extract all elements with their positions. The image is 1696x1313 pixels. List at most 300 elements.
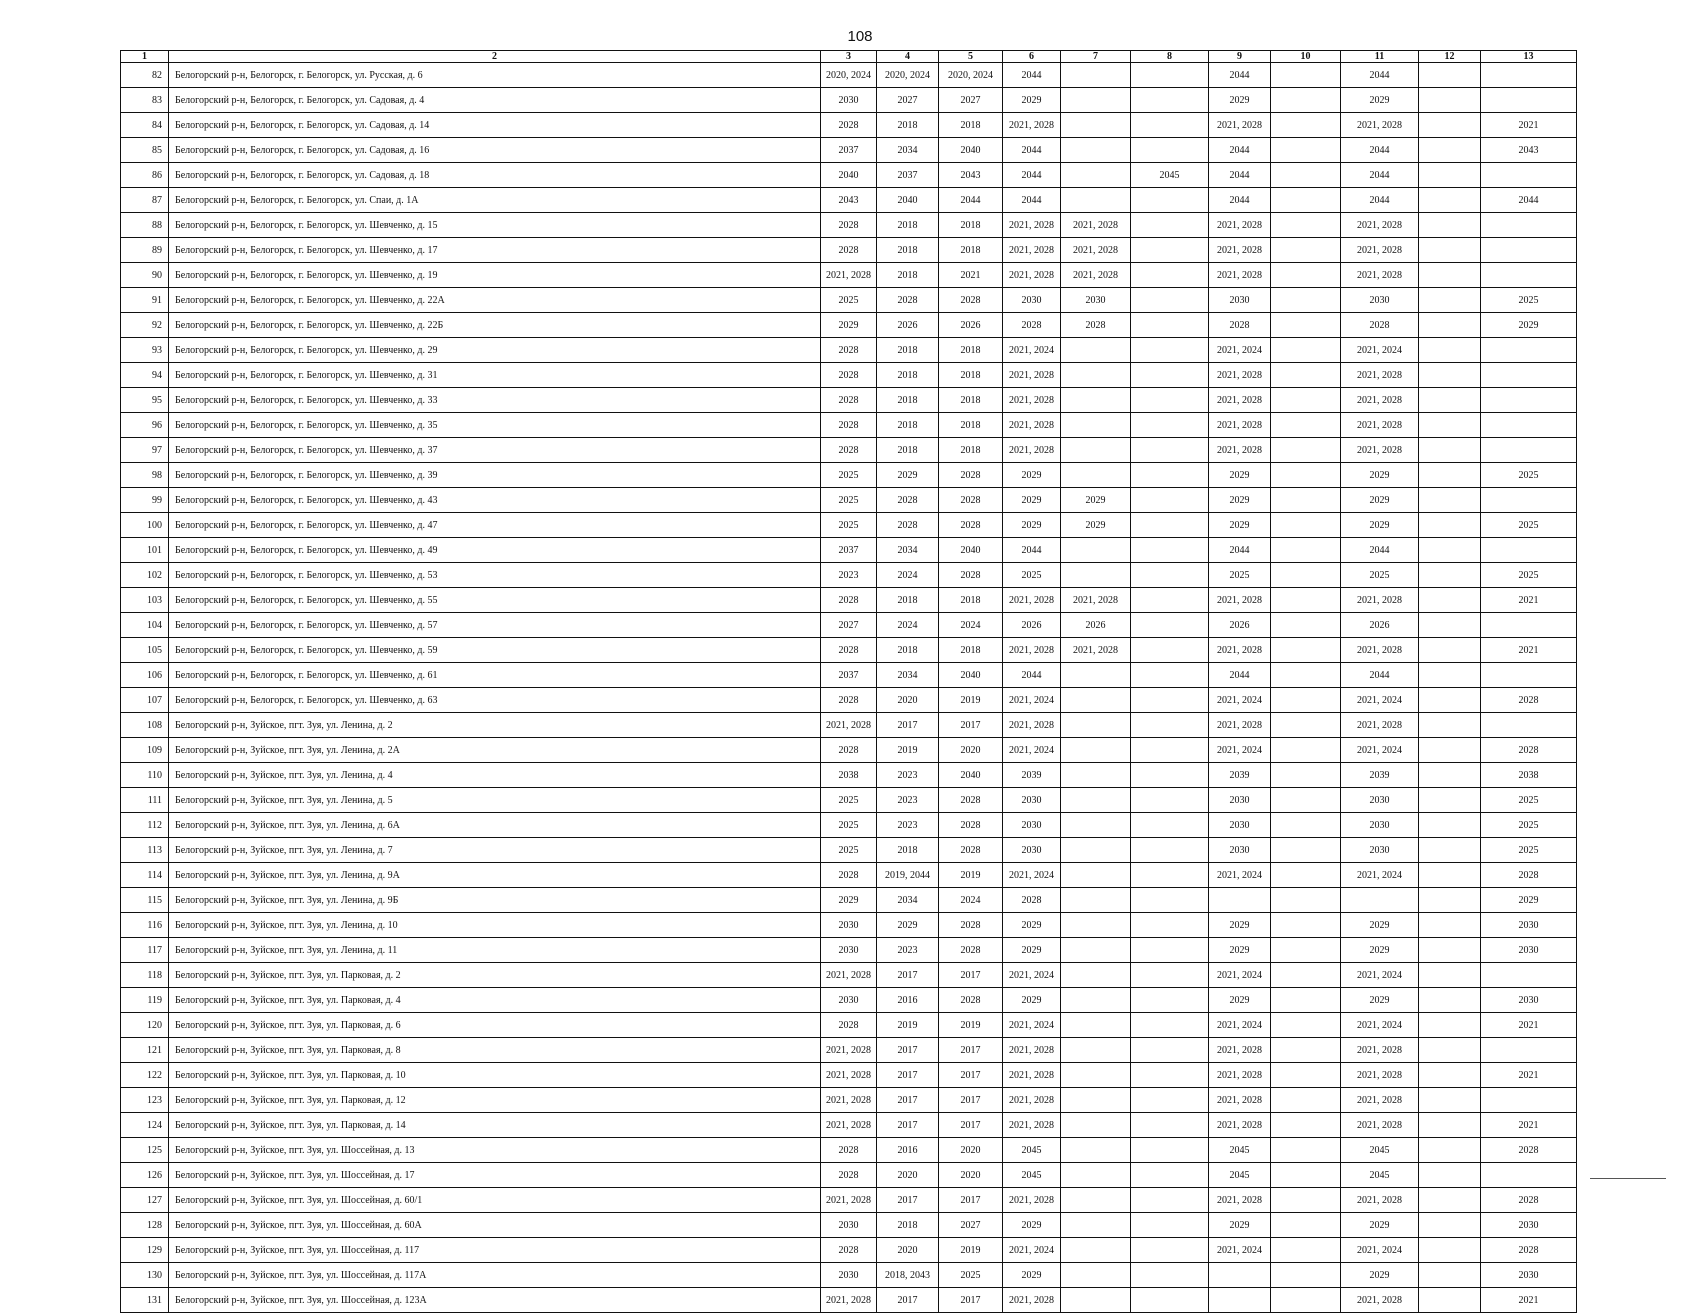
year-cell: 2021, 2028 [1209,1038,1271,1063]
year-cell: 2028 [821,1238,877,1263]
year-cell: 2030 [1209,813,1271,838]
table-row [121,288,1577,313]
year-cell [1061,1213,1131,1238]
year-cell [1061,663,1131,688]
table-row [121,563,1577,588]
year-cell: 2021, 2028 [821,1188,877,1213]
year-cell: 2021, 2028 [1061,638,1131,663]
year-cell: 2025 [821,838,877,863]
year-cell [1061,788,1131,813]
year-cell [1271,1013,1341,1038]
year-cell [1131,988,1209,1013]
year-cell: 2021, 2028 [821,963,877,988]
year-cell [1481,363,1577,388]
address-cell: Белогорский р-н, Зуйское, пгт. Зуя, ул. Парковая, д. 2 [169,963,821,988]
year-cell [1271,1138,1341,1163]
year-cell: 2021, 2028 [821,1063,877,1088]
year-cell: 2018 [877,438,939,463]
year-cell [1419,963,1481,988]
year-cell: 2044 [1481,188,1577,213]
year-cell [1271,213,1341,238]
year-cell: 2044 [1003,138,1061,163]
table-row [121,688,1577,713]
year-cell: 2018, 2043 [877,1263,939,1288]
year-cell: 2028 [1481,863,1577,888]
year-cell [1271,188,1341,213]
address-cell: Белогорский р-н, Белогорск, г. Белогорск, ул. Шевченко, д. 19 [169,263,821,288]
year-cell: 2029 [1209,1213,1271,1238]
table-row [121,813,1577,838]
table-row [121,1138,1577,1163]
year-cell: 2029 [1341,1213,1419,1238]
year-cell [1131,938,1209,963]
year-cell: 2026 [877,313,939,338]
year-cell [1131,963,1209,988]
address-cell: Белогорский р-н, Белогорск, г. Белогорск, ул. Шевченко, д. 15 [169,213,821,238]
row-number: 127 [121,1188,169,1213]
year-cell [1131,563,1209,588]
address-cell: Белогорский р-н, Зуйское, пгт. Зуя, ул. Шоссейная, д. 60/1 [169,1188,821,1213]
year-cell: 2021, 2028 [821,1088,877,1113]
year-cell: 2034 [877,663,939,688]
table-row [121,213,1577,238]
year-cell: 2044 [1209,63,1271,88]
year-cell: 2020 [877,1163,939,1188]
address-cell: Белогорский р-н, Зуйское, пгт. Зуя, ул. Шоссейная, д. 117 [169,1238,821,1263]
address-cell: Белогорский р-н, Белогорск, г. Белогорск, ул. Шевченко, д. 53 [169,563,821,588]
column-header: 3 [821,51,877,63]
address-cell: Белогорский р-н, Белогорск, г. Белогорск, ул. Шевченко, д. 39 [169,463,821,488]
year-cell: 2018 [939,113,1003,138]
year-cell [1131,713,1209,738]
year-cell [1419,1188,1481,1213]
year-cell [1271,238,1341,263]
column-header: 12 [1419,51,1481,63]
year-cell [1271,113,1341,138]
year-cell: 2021, 2028 [1341,213,1419,238]
year-cell: 2028 [939,463,1003,488]
year-cell: 2029 [1209,988,1271,1013]
year-cell: 2019 [939,688,1003,713]
year-cell [1131,1213,1209,1238]
year-cell [1131,388,1209,413]
year-cell: 2021, 2028 [1061,238,1131,263]
year-cell: 2030 [821,88,877,113]
year-cell: 2021, 2028 [821,1038,877,1063]
year-cell: 2028 [821,413,877,438]
year-cell: 2028 [821,113,877,138]
year-cell: 2037 [877,163,939,188]
year-cell: 2021, 2024 [1209,963,1271,988]
year-cell [1419,563,1481,588]
year-cell: 2038 [821,763,877,788]
year-cell: 2030 [1481,988,1577,1013]
table-row [121,463,1577,488]
year-cell [1271,138,1341,163]
year-cell [1061,63,1131,88]
table-row [121,1088,1577,1113]
year-cell: 2028 [821,363,877,388]
year-cell: 2016 [877,988,939,1013]
year-cell [1419,188,1481,213]
year-cell: 2027 [939,88,1003,113]
row-number: 116 [121,913,169,938]
table-row [121,363,1577,388]
table-row [121,1113,1577,1138]
year-cell: 2021, 2024 [1209,688,1271,713]
year-cell: 2029 [1341,88,1419,113]
year-cell [1209,888,1271,913]
year-cell [1061,988,1131,1013]
schedule-table [120,50,1577,1313]
year-cell: 2028 [939,838,1003,863]
row-number: 101 [121,538,169,563]
year-cell [1061,888,1131,913]
year-cell: 2019 [939,1238,1003,1263]
column-header: 10 [1271,51,1341,63]
row-number: 84 [121,113,169,138]
row-number: 91 [121,288,169,313]
year-cell: 2021, 2028 [1003,438,1061,463]
column-header: 13 [1481,51,1577,63]
year-cell [1131,438,1209,463]
table-row [121,113,1577,138]
row-number: 108 [121,713,169,738]
year-cell: 2029 [1209,513,1271,538]
year-cell: 2017 [939,1288,1003,1313]
year-cell: 2029 [1209,913,1271,938]
year-cell: 2044 [1341,138,1419,163]
year-cell: 2028 [1481,1188,1577,1213]
year-cell: 2026 [1061,613,1131,638]
year-cell: 2017 [877,1088,939,1113]
year-cell: 2025 [821,813,877,838]
year-cell [1481,63,1577,88]
year-cell: 2027 [939,1213,1003,1238]
row-number: 117 [121,938,169,963]
year-cell: 2029 [821,313,877,338]
year-cell [1481,338,1577,363]
year-cell: 2029 [1003,913,1061,938]
year-cell [1131,113,1209,138]
year-cell: 2034 [877,138,939,163]
year-cell [1061,813,1131,838]
year-cell: 2021 [939,263,1003,288]
year-cell [1271,638,1341,663]
year-cell: 2029 [1003,938,1061,963]
year-cell [1271,163,1341,188]
year-cell [1271,788,1341,813]
address-cell: Белогорский р-н, Белогорск, г. Белогорск, ул. Шевченко, д. 22Б [169,313,821,338]
row-number: 92 [121,313,169,338]
address-cell: Белогорский р-н, Белогорск, г. Белогорск, ул. Садовая, д. 14 [169,113,821,138]
year-cell [1209,1263,1271,1288]
table-row [121,1238,1577,1263]
year-cell: 2045 [1131,163,1209,188]
address-cell: Белогорский р-н, Белогорск, г. Белогорск, ул. Шевченко, д. 55 [169,588,821,613]
year-cell: 2021 [1481,1013,1577,1038]
year-cell [1271,738,1341,763]
year-cell: 2021, 2028 [1341,1288,1419,1313]
year-cell [1271,663,1341,688]
year-cell [1061,913,1131,938]
year-cell [1271,63,1341,88]
year-cell: 2021, 2028 [1209,1113,1271,1138]
year-cell: 2021, 2024 [1003,338,1061,363]
column-header: 8 [1131,51,1209,63]
year-cell: 2025 [821,463,877,488]
address-cell: Белогорский р-н, Зуйское, пгт. Зуя, ул. Ленина, д. 9Б [169,888,821,913]
row-number: 123 [121,1088,169,1113]
column-header: 5 [939,51,1003,63]
year-cell: 2034 [877,888,939,913]
year-cell: 2030 [1341,838,1419,863]
year-cell [1271,888,1341,913]
year-cell [1481,1163,1577,1188]
row-number: 128 [121,1213,169,1238]
year-cell: 2025 [821,513,877,538]
year-cell: 2021, 2024 [1003,1013,1061,1038]
year-cell: 2039 [1209,763,1271,788]
year-cell: 2021, 2028 [1003,588,1061,613]
year-cell: 2029 [1341,988,1419,1013]
year-cell [1271,938,1341,963]
year-cell [1061,738,1131,763]
year-cell [1131,1113,1209,1138]
year-cell: 2021, 2024 [1209,338,1271,363]
year-cell [1419,888,1481,913]
year-cell [1419,638,1481,663]
year-cell [1419,838,1481,863]
year-cell: 2030 [1481,913,1577,938]
table-row [121,138,1577,163]
row-number: 130 [121,1263,169,1288]
table-row [121,1213,1577,1238]
year-cell [1419,288,1481,313]
year-cell: 2017 [877,1188,939,1213]
year-cell [1061,163,1131,188]
year-cell: 2021, 2028 [1209,1188,1271,1213]
year-cell: 2018 [939,638,1003,663]
year-cell: 2025 [1481,288,1577,313]
year-cell [1131,238,1209,263]
year-cell [1271,1163,1341,1188]
year-cell [1481,163,1577,188]
year-cell: 2021, 2028 [1209,213,1271,238]
year-cell [1419,138,1481,163]
year-cell: 2021, 2028 [1341,1063,1419,1088]
year-cell: 2021, 2028 [1003,1188,1061,1213]
year-cell [1131,138,1209,163]
year-cell: 2021, 2028 [1003,113,1061,138]
row-number: 82 [121,63,169,88]
year-cell [1341,888,1419,913]
year-cell [1271,288,1341,313]
year-cell: 2030 [1061,288,1131,313]
year-cell [1061,113,1131,138]
row-number: 89 [121,238,169,263]
year-cell: 2044 [1209,663,1271,688]
year-cell [1481,713,1577,738]
year-cell: 2021, 2028 [1209,413,1271,438]
year-cell: 2021, 2028 [821,1113,877,1138]
year-cell: 2028 [821,338,877,363]
row-number: 85 [121,138,169,163]
year-cell: 2029 [877,913,939,938]
row-number: 110 [121,763,169,788]
row-number: 90 [121,263,169,288]
year-cell [1481,663,1577,688]
year-cell [1061,938,1131,963]
year-cell: 2021 [1481,113,1577,138]
year-cell [1131,1238,1209,1263]
year-cell: 2029 [1003,488,1061,513]
table-row [121,88,1577,113]
year-cell: 2028 [1341,313,1419,338]
year-cell [1061,1238,1131,1263]
year-cell [1271,963,1341,988]
year-cell: 2018 [877,363,939,388]
address-cell: Белогорский р-н, Зуйское, пгт. Зуя, ул. Шоссейная, д. 117А [169,1263,821,1288]
year-cell: 2038 [1481,763,1577,788]
year-cell [1271,1213,1341,1238]
year-cell [1271,913,1341,938]
year-cell: 2044 [1341,188,1419,213]
year-cell: 2030 [1209,788,1271,813]
year-cell: 2021, 2028 [1341,388,1419,413]
year-cell [1419,588,1481,613]
year-cell [1061,88,1131,113]
table-row [121,888,1577,913]
table-row [121,538,1577,563]
address-cell: Белогорский р-н, Белогорск, г. Белогорск, ул. Шевченко, д. 43 [169,488,821,513]
year-cell: 2021, 2024 [1341,338,1419,363]
year-cell: 2021, 2024 [1003,963,1061,988]
year-cell: 2040 [877,188,939,213]
table-row [121,1063,1577,1088]
table-row [121,988,1577,1013]
year-cell: 2018 [877,213,939,238]
year-cell: 2045 [1341,1138,1419,1163]
address-cell: Белогорский р-н, Зуйское, пгт. Зуя, ул. Парковая, д. 10 [169,1063,821,1088]
year-cell: 2021, 2028 [1341,1038,1419,1063]
year-cell: 2028 [939,913,1003,938]
year-cell: 2025 [821,788,877,813]
year-cell: 2025 [1481,513,1577,538]
year-cell: 2021, 2028 [1209,713,1271,738]
year-cell: 2021, 2024 [1209,1238,1271,1263]
year-cell: 2028 [939,488,1003,513]
year-cell: 2028 [877,513,939,538]
year-cell [1481,488,1577,513]
year-cell [1061,188,1131,213]
year-cell: 2017 [939,1188,1003,1213]
year-cell [1131,1263,1209,1288]
year-cell [1419,1238,1481,1263]
year-cell [1271,838,1341,863]
year-cell: 2029 [1481,313,1577,338]
row-number: 111 [121,788,169,813]
year-cell [1131,1288,1209,1313]
year-cell [1419,913,1481,938]
year-cell: 2030 [1209,838,1271,863]
year-cell [1419,788,1481,813]
address-cell: Белогорский р-н, Зуйское, пгт. Зуя, ул. Ленина, д. 9А [169,863,821,888]
year-cell: 2021 [1481,1113,1577,1138]
year-cell: 2028 [939,988,1003,1013]
year-cell: 2021, 2024 [1003,1238,1061,1263]
year-cell [1419,63,1481,88]
year-cell [1131,863,1209,888]
column-header: 2 [169,51,821,63]
address-cell: Белогорский р-н, Белогорск, г. Белогорск, ул. Шевченко, д. 35 [169,413,821,438]
address-cell: Белогорский р-н, Белогорск, г. Белогорск, ул. Шевченко, д. 29 [169,338,821,363]
row-number: 120 [121,1013,169,1038]
year-cell: 2030 [821,938,877,963]
table-row [121,488,1577,513]
year-cell [1419,363,1481,388]
table-row [121,663,1577,688]
year-cell: 2028 [821,738,877,763]
year-cell [1481,413,1577,438]
year-cell: 2025 [1481,813,1577,838]
year-cell [1419,988,1481,1013]
year-cell [1061,1088,1131,1113]
year-cell: 2021, 2028 [1003,388,1061,413]
year-cell: 2028 [877,488,939,513]
year-cell: 2018 [877,263,939,288]
year-cell [1481,388,1577,413]
column-header: 1 [121,51,169,63]
year-cell: 2021, 2028 [1341,588,1419,613]
year-cell: 2021, 2028 [1341,638,1419,663]
year-cell: 2021, 2028 [1003,1288,1061,1313]
year-cell [1271,513,1341,538]
address-cell: Белогорский р-н, Зуйское, пгт. Зуя, ул. Ленина, д. 2 [169,713,821,738]
column-header: 4 [877,51,939,63]
year-cell: 2044 [1003,538,1061,563]
year-cell [1061,763,1131,788]
year-cell: 2028 [1209,313,1271,338]
year-cell: 2019 [877,1013,939,1038]
year-cell [1061,1263,1131,1288]
column-header: 6 [1003,51,1061,63]
row-number: 122 [121,1063,169,1088]
row-number: 109 [121,738,169,763]
year-cell: 2018 [939,388,1003,413]
address-cell: Белогорский р-н, Белогорск, г. Белогорск, ул. Шевченко, д. 49 [169,538,821,563]
year-cell [1271,588,1341,613]
row-number: 125 [121,1138,169,1163]
year-cell: 2024 [939,888,1003,913]
year-cell [1419,313,1481,338]
year-cell [1131,638,1209,663]
table-row [121,263,1577,288]
year-cell: 2021, 2028 [1003,1113,1061,1138]
year-cell: 2025 [1481,788,1577,813]
year-cell [1131,338,1209,363]
row-number: 83 [121,88,169,113]
year-cell: 2044 [1003,188,1061,213]
row-number: 93 [121,338,169,363]
address-cell: Белогорский р-н, Зуйское, пгт. Зуя, ул. Ленина, д. 2А [169,738,821,763]
year-cell: 2030 [821,913,877,938]
year-cell [1419,1213,1481,1238]
year-cell [1419,463,1481,488]
year-cell [1271,988,1341,1013]
row-number: 106 [121,663,169,688]
row-number: 97 [121,438,169,463]
